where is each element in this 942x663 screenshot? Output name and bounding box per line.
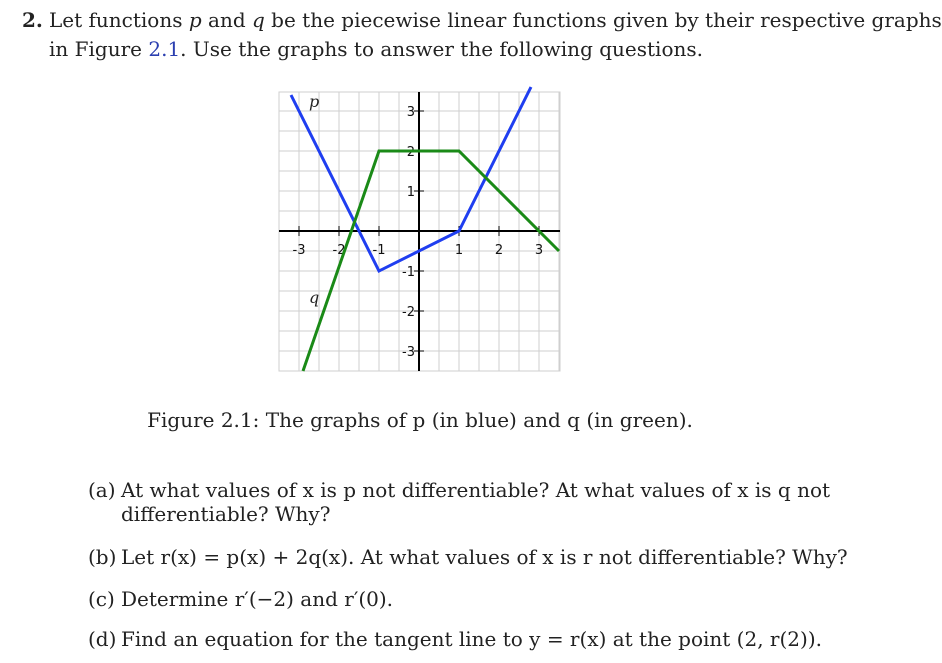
series-q-line bbox=[303, 151, 559, 371]
y-tick-label: 3 bbox=[406, 105, 415, 120]
x-tick-label: 2 bbox=[494, 243, 504, 258]
curve-label-q: q bbox=[309, 288, 320, 307]
problem-number: 2. bbox=[22, 8, 43, 32]
curve-label-p: p bbox=[309, 92, 320, 111]
intro-text-2: be the piecewise linear functions given by their respective graphs bbox=[264, 8, 942, 32]
question-d-text: Find an equation for the tangent line to y = r(x) at the point (2, r(2)). bbox=[121, 627, 822, 651]
y-tick-label: 2 bbox=[406, 145, 415, 160]
axes bbox=[279, 92, 560, 371]
question-a bbox=[88, 478, 830, 526]
question-c-text: Determine r′(−2) and r′(0). bbox=[121, 587, 394, 611]
tick-labels bbox=[293, 105, 544, 360]
figure-caption: Figure 2.1: The graphs of p (in blue) and q (in green). bbox=[147, 408, 693, 432]
question-c-label: (c) bbox=[88, 587, 115, 611]
question-a-text-2: differentiable? Why? bbox=[121, 502, 331, 526]
x-tick-label: 1 bbox=[454, 243, 464, 258]
question-d bbox=[88, 627, 822, 651]
x-tick-label: 3 bbox=[534, 243, 544, 258]
intro-text-1: Let functions bbox=[49, 8, 189, 32]
y-tick-label: -1 bbox=[402, 265, 415, 280]
x-tick-label: -3 bbox=[292, 243, 306, 258]
y-tick-label: -3 bbox=[402, 345, 415, 360]
x-tick-label: -1 bbox=[372, 243, 386, 258]
question-a-label: (a) bbox=[88, 478, 116, 502]
figure-reference-link[interactable]: 2.1 bbox=[148, 37, 181, 61]
function-q-symbol: q bbox=[252, 8, 265, 32]
x-tick-label: -2 bbox=[332, 243, 346, 258]
question-a-text-1: At what values of x is p not differentiable? At what values of x is q not bbox=[121, 478, 831, 502]
question-c bbox=[88, 587, 393, 611]
question-b bbox=[88, 545, 848, 569]
question-b-text: Let r(x) = p(x) + 2q(x). At what values of x is r not differentiable? Why? bbox=[121, 545, 848, 569]
question-d-label: (d) bbox=[88, 627, 117, 651]
intro-and: and bbox=[201, 8, 252, 32]
function-p-symbol: p bbox=[188, 8, 202, 32]
y-tick-label: 1 bbox=[406, 185, 415, 200]
intro-text-3: in Figure bbox=[49, 37, 149, 61]
question-b-label: (b) bbox=[88, 545, 117, 569]
y-tick-label: -2 bbox=[402, 305, 415, 320]
intro-text-4: . Use the graphs to answer the following questions. bbox=[180, 37, 703, 61]
